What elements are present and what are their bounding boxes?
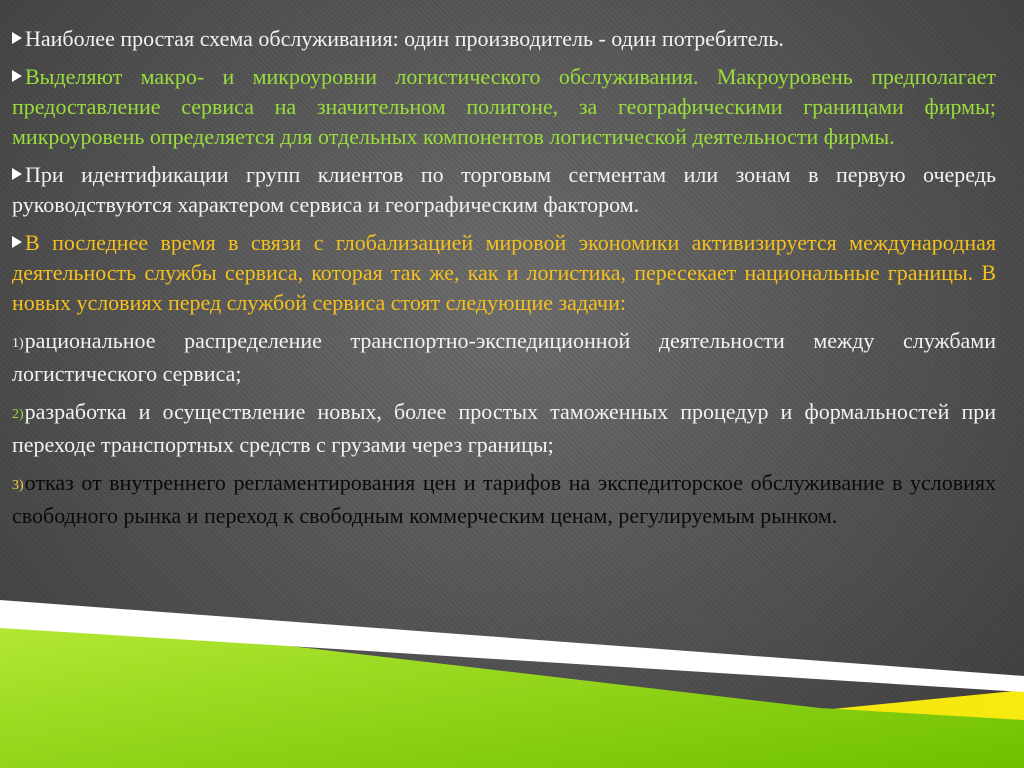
slide-text-body bbox=[12, 24, 996, 539]
paragraph-text: Выделяют макро- и микроуровни логистического обслуживания. Макроуровень предполагает предоставление сервиса на значительном полигоне, за географическими границами фирмы; микроуровень определяется для отдельных компонентов логистической деятельности фирмы. bbox=[12, 64, 996, 149]
task-text: рациональное распределение транспортно-экспедиционной деятельности между службами логистического сервиса; bbox=[12, 328, 996, 386]
task-text: отказ от внутреннего регламентирования цен и тарифов на экспедиторское обслуживание в условиях свободного рынка и переход к свободным коммерческим ценам, регулируемым рынком. bbox=[12, 470, 996, 528]
paragraph-text: Наиболее простая схема обслуживания: один производитель - один потребитель. bbox=[25, 26, 784, 51]
task-item-3 bbox=[12, 468, 996, 531]
paragraph-globalization bbox=[12, 228, 996, 318]
triangle-bullet-icon bbox=[12, 32, 22, 44]
task-item-2 bbox=[12, 397, 996, 460]
task-item-1 bbox=[12, 326, 996, 389]
task-number: 2) bbox=[12, 407, 24, 422]
paragraph-macro-micro-levels bbox=[12, 62, 996, 152]
triangle-bullet-icon bbox=[12, 168, 22, 180]
triangle-bullet-icon bbox=[12, 70, 22, 82]
paragraph-client-groups bbox=[12, 160, 996, 220]
task-text: разработка и осуществление новых, более простых таможенных процедур и формальностей при переходе транспортных средств с грузами через границы; bbox=[12, 399, 996, 457]
triangle-bullet-icon bbox=[12, 236, 22, 248]
task-number: 3) bbox=[12, 478, 24, 493]
paragraph-text: В последнее время в связи с глобализацией мировой экономики активизируется международная деятельность службы сервиса, которая так же, как и логистика, пересекает национальные границы. В новых условиях перед службой сервиса стоят следующие задачи: bbox=[12, 230, 996, 315]
paragraph-single-chain bbox=[12, 24, 996, 54]
paragraph-text: При идентификации групп клиентов по торговым сегментам или зонам в первую очередь руководствуются характером сервиса и географическим фактором. bbox=[12, 162, 996, 217]
task-number: 1) bbox=[12, 336, 24, 351]
